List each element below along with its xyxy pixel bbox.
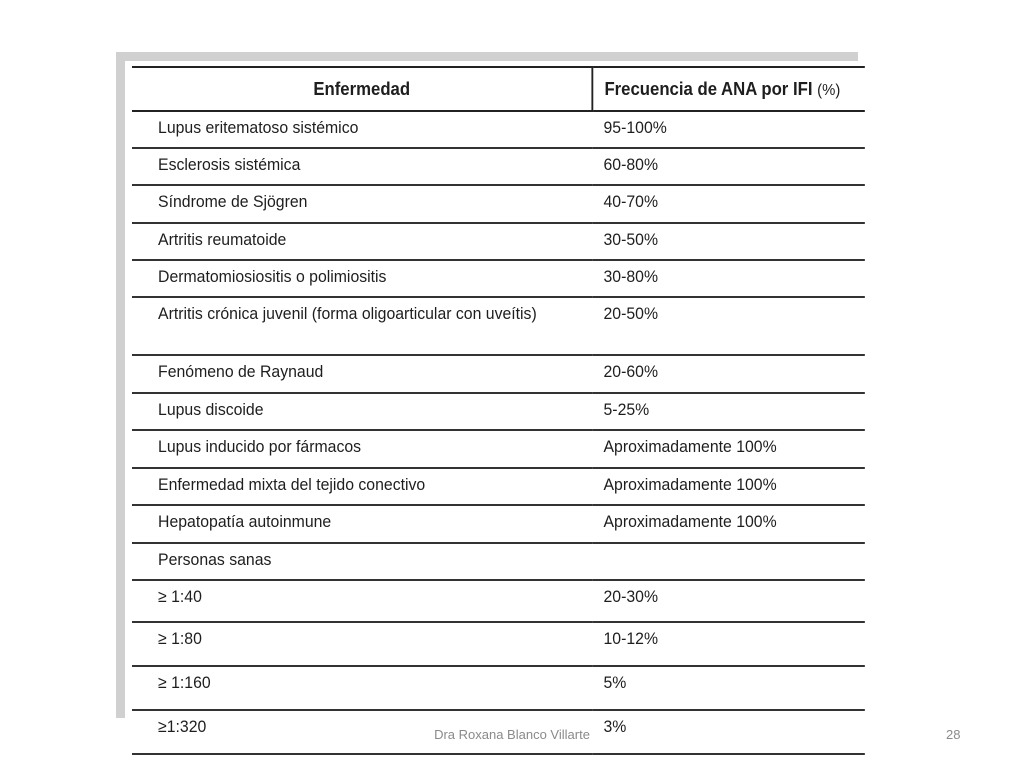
- frequency-cell: 60-80%: [592, 148, 864, 185]
- table-row: [132, 580, 865, 622]
- frequency-cell: 20-50%: [592, 297, 864, 355]
- frequency-cell: 20-30%: [592, 580, 864, 622]
- disease-cell: Síndrome de Sjögren: [132, 185, 592, 223]
- disease-cell: Fenómeno de Raynaud: [132, 355, 592, 393]
- header-frecuencia: [592, 67, 864, 111]
- table-row: [132, 468, 865, 505]
- table-row: [132, 355, 865, 393]
- frequency-cell: 40-70%: [592, 185, 864, 223]
- frequency-cell: Aproximadamente 100%: [592, 430, 864, 468]
- table-row: [132, 543, 865, 580]
- disease-cell: ≥1:320: [132, 710, 592, 754]
- disease-cell: Enfermedad mixta del tejido conectivo: [132, 468, 592, 505]
- ana-frequency-table: [132, 66, 865, 755]
- table-header-row: [132, 67, 865, 111]
- table-row: [132, 111, 865, 148]
- table-row: [132, 297, 865, 355]
- frequency-cell: Aproximadamente 100%: [592, 505, 864, 543]
- frequency-cell: 5-25%: [592, 393, 864, 430]
- table-row: [132, 393, 865, 430]
- frequency-cell: [592, 543, 864, 580]
- table-row: [132, 223, 865, 260]
- disease-cell: Esclerosis sistémica: [132, 148, 592, 185]
- frequency-cell: 20-60%: [592, 355, 864, 393]
- table-row: [132, 622, 865, 666]
- disease-cell: Lupus discoide: [132, 393, 592, 430]
- disease-cell: Lupus eritematoso sistémico: [132, 111, 592, 148]
- disease-cell: ≥ 1:80: [132, 622, 592, 666]
- disease-cell: Artritis crónica juvenil (forma oligoarticular con uveítis): [132, 297, 592, 355]
- frequency-cell: 5%: [592, 666, 864, 710]
- table-row: [132, 505, 865, 543]
- frequency-cell: 30-50%: [592, 223, 864, 260]
- header-enfermedad: Enfermedad: [132, 67, 592, 111]
- disease-cell: Personas sanas: [132, 543, 592, 580]
- table-row: [132, 260, 865, 297]
- disease-cell: Dermatomiosiositis o polimiositis: [132, 260, 592, 297]
- slide-number: 28: [946, 727, 961, 742]
- disease-cell: ≥ 1:40: [132, 580, 592, 622]
- table-row: [132, 148, 865, 185]
- frequency-cell: Aproximadamente 100%: [592, 468, 864, 505]
- frequency-cell: 95-100%: [592, 111, 864, 148]
- disease-cell: Lupus inducido por fármacos: [132, 430, 592, 468]
- header-frecuencia-label: Frecuencia de ANA por IFI: [604, 78, 813, 99]
- disease-cell: Artritis reumatoide: [132, 223, 592, 260]
- table-row: [132, 430, 865, 468]
- table-row: [132, 185, 865, 223]
- footer-author: Dra Roxana Blanco Villarte: [434, 727, 590, 742]
- frequency-cell: 30-80%: [592, 260, 864, 297]
- disease-cell: Hepatopatía autoinmune: [132, 505, 592, 543]
- frequency-cell: 10-12%: [592, 622, 864, 666]
- table-row: [132, 666, 865, 710]
- frequency-cell: 3%: [592, 710, 864, 754]
- disease-cell: ≥ 1:160: [132, 666, 592, 710]
- header-frecuencia-unit: (%): [817, 81, 841, 99]
